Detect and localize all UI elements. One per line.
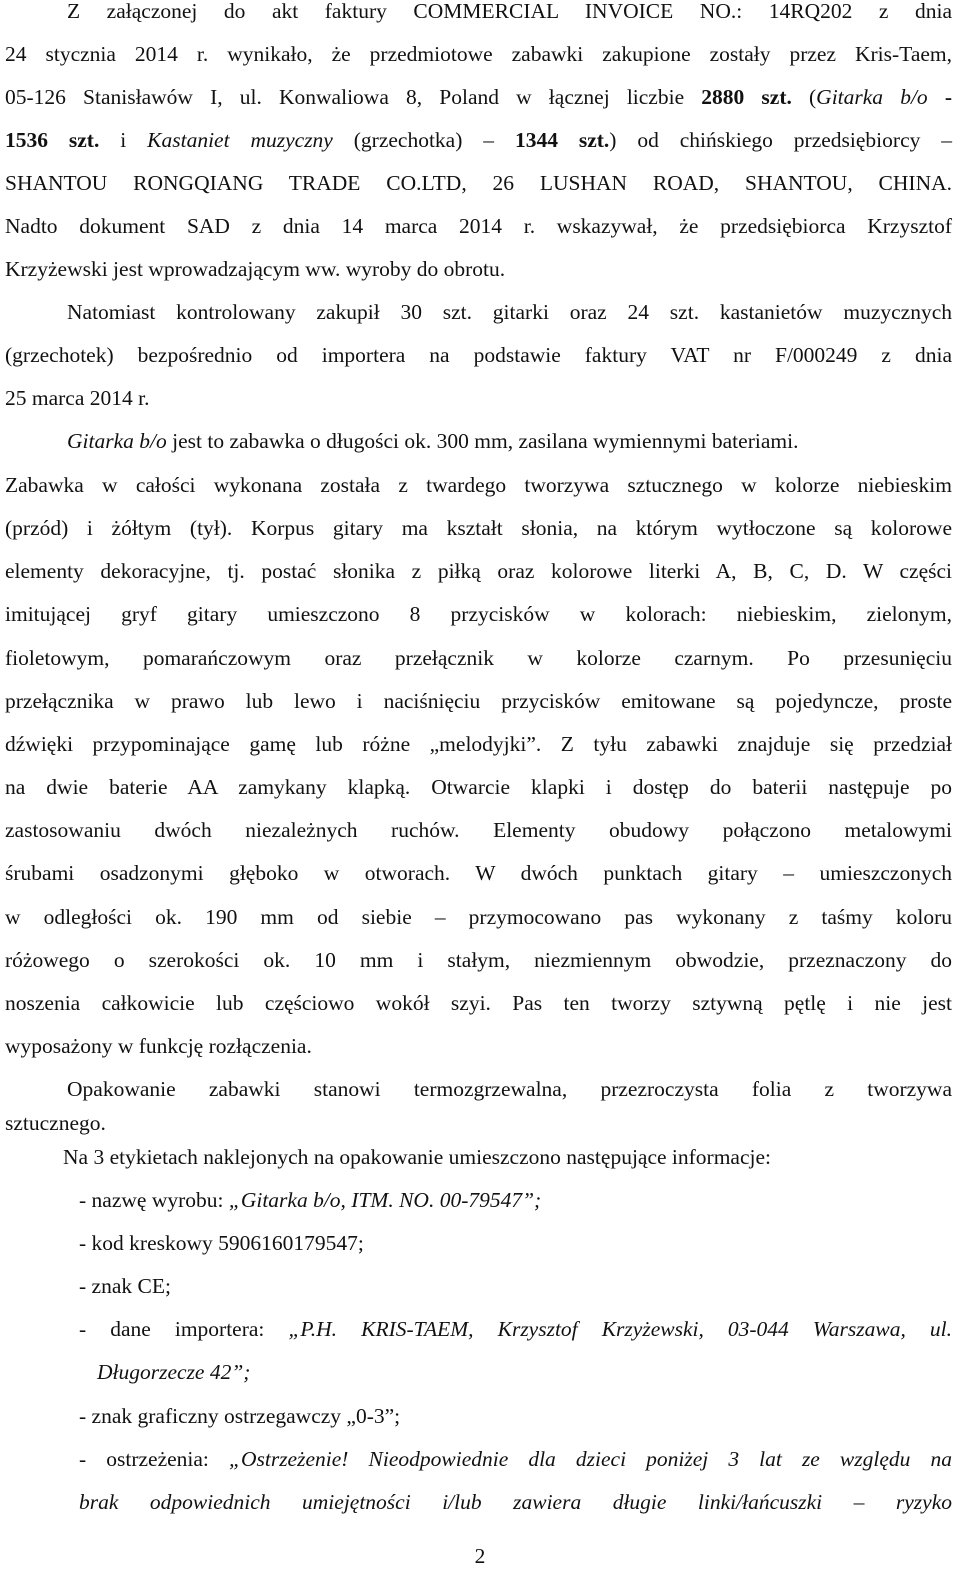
p3-line-15: wyposażony w funkcję rozłączenia. bbox=[5, 1034, 312, 1058]
p1-line-3: 05-126 Stanisławów I, ul. Konwaliowa 8, Poland w łącznej liczbie 2880 szt. (Gitarka b/o - bbox=[5, 85, 952, 109]
p3-line-12: w odległości ok. 190 mm od siebie – przymocowano pas wykonany z taśmy koloru bbox=[5, 905, 952, 929]
p3-line-9: na dwie baterie AA zamykany klapką. Otwarcie klapki i dostęp do baterii następuje po bbox=[5, 775, 952, 799]
p3-line-5: imitującej gryf gitary umieszczono 8 przycisków w kolorach: niebieskim, zielonym, bbox=[5, 602, 952, 626]
p1-line-4: 1536 szt. i Kastaniet muzyczny (grzechotka) – 1344 szt.) od chińskiego przedsiębiorcy – bbox=[5, 128, 953, 152]
p1-line-7: Krzyżewski jest wprowadzającym ww. wyroby do obrotu. bbox=[5, 257, 506, 281]
p3-line-14: noszenia całkowicie lub częściowo wokół szyi. Pas ten tworzy sztywną pętlę i nie jest bbox=[5, 991, 952, 1015]
p2-line-2: (grzechotek) bezpośrednio od importera na podstawie faktury VAT nr F/000249 z dnia bbox=[5, 343, 952, 367]
label-item-warnings: - ostrzeżenia: „Ostrzeżenie! Nieodpowiednie dla dzieci poniżej 3 lat ze względu na bbox=[79, 1447, 952, 1471]
p3-line-8: dźwięki przypominające gamę lub różne „melodyjki”. Z tyłu zabawki znajduje się przedział bbox=[5, 732, 952, 756]
p3-line-13: różowego o szerokości ok. 10 mm i stałym, niezmiennym obwodzie, przeznaczony do bbox=[5, 948, 952, 972]
label-item-importer: - dane importera: „P.H. KRIS-TAEM, Krzysztof Krzyżewski, 03-044 Warszawa, ul. bbox=[79, 1317, 952, 1341]
p1-line-2: 24 stycznia 2014 r. wynikało, że przedmiotowe zabawki zakupione zostały przez Kris-Taem, bbox=[5, 42, 952, 66]
p2-line-3: 25 marca 2014 r. bbox=[5, 386, 150, 410]
p3-line-1: Gitarka b/o jest to zabawka o długości ok. 300 mm, zasilana wymiennymi bateriami. bbox=[67, 429, 799, 453]
p3-line-7: przełącznika w prawo lub lewo i naciśnięciu przycisków emitowane są pojedyncze, proste bbox=[5, 689, 952, 713]
label-item-importer-cont: Długorzecze 42”; bbox=[97, 1360, 251, 1384]
page-number: 2 bbox=[474, 1544, 486, 1568]
p3-line-6: fioletowym, pomarańczowym oraz przełącznik w kolorze czarnym. Po przesunięciu bbox=[5, 646, 952, 670]
p1-line-5: SHANTOU RONGQIANG TRADE CO.LTD, 26 LUSHAN ROAD, SHANTOU, CHINA. bbox=[5, 171, 952, 195]
p1-line-1: Z załączonej do akt faktury COMMERCIAL INVOICE NO.: 14RQ202 z dnia bbox=[67, 0, 952, 23]
label-item-barcode: - kod kreskowy 5906160179547; bbox=[79, 1231, 364, 1255]
p4-line-2: sztucznego. bbox=[5, 1111, 106, 1135]
p3-line-10: zastosowaniu dwóch niezależnych ruchów. Elementy obudowy połączono metalowymi bbox=[5, 818, 952, 842]
label-item-warnings-cont: brak odpowiednich umiejętności i/lub zawiera długie linki/łańcuszki – ryzyko bbox=[79, 1490, 952, 1514]
p1-line-6: Nadto dokument SAD z dnia 14 marca 2014 r. wskazywał, że przedsiębiorca Krzysztof bbox=[5, 214, 952, 238]
label-item-ce: - znak CE; bbox=[79, 1274, 171, 1298]
labels-intro: Na 3 etykietach naklejonych na opakowanie umieszczono następujące informacje: bbox=[63, 1145, 772, 1169]
p3-line-2: Zabawka w całości wykonana została z twardego tworzywa sztucznego w kolorze niebieskim bbox=[5, 473, 952, 497]
p4-line-1: Opakowanie zabawki stanowi termozgrzewalna, przezroczysta folia z tworzywa bbox=[67, 1077, 952, 1101]
p3-line-4: elementy dekoracyjne, tj. postać słonika z piłką oraz kolorowe literki A, B, C, D. W części bbox=[5, 559, 952, 583]
p3-line-3: (przód) i żółtym (tył). Korpus gitary ma kształt słonia, na którym wytłoczone są kolorowe bbox=[5, 516, 952, 540]
label-item-name: - nazwę wyrobu: „Gitarka b/o, ITM. NO. 00-79547”; bbox=[79, 1188, 542, 1212]
label-item-warning-sign: - znak graficzny ostrzegawczy „0-3”; bbox=[79, 1404, 401, 1428]
p2-line-1: Natomiast kontrolowany zakupił 30 szt. gitarki oraz 24 szt. kastanietów muzycznych bbox=[67, 300, 952, 324]
p3-line-11: śrubami osadzonymi głęboko w otworach. W dwóch punktach gitary – umieszczonych bbox=[5, 861, 952, 885]
